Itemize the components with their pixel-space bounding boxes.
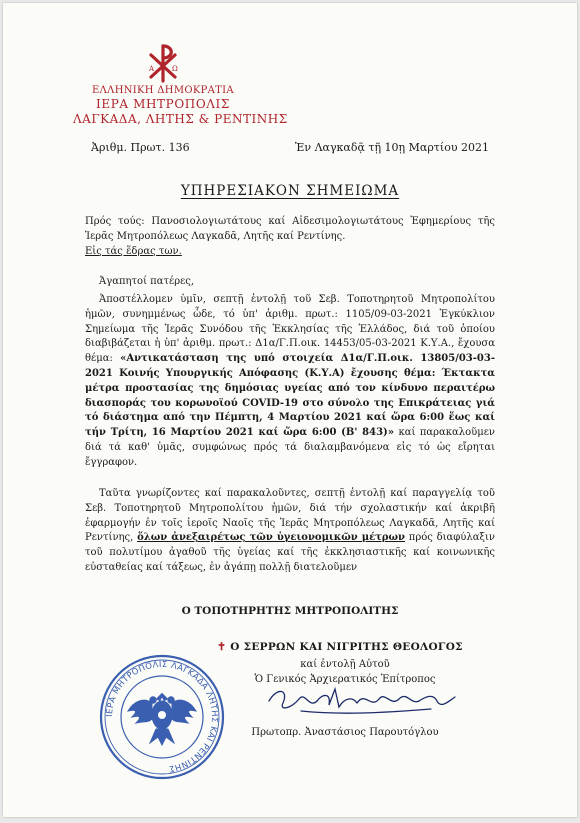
letterhead-line-1: ΕΛΛΗΝΙΚΗ ΔΗΜΟΚΡΑΤΙΑ [92, 85, 234, 96]
letterhead-line-3: ΛΑΓΚΑΔΑ, ΛΗΤΗΣ & ΡΕΝΤΙΝΗΣ [73, 112, 288, 126]
body-paragraph-2-text-end: πρός διαφύλαξιν τοῦ πολυτίμου ἀγαθοῦ τῆς ὑγείας καί τῆς ἐκκλησιαστικῆς καί κοινωνικῆς εὐσταθείας καί τάξεως, ἐν ἀγάπῃ πολλῇ διατελοῦμεν [85, 532, 495, 573]
letterhead [73, 41, 288, 126]
body-paragraph-1-text-end: καί παρακαλοῦμεν διά τά καθ' ὑμᾶς, συμφώνως πρός τά διαλαμβανόμενα εἰς τό ὡς εἴρηται ἔγγραφον. [85, 427, 495, 468]
closing-name-line [133, 641, 547, 653]
document-title [3, 183, 577, 199]
cross-icon: ✝ [217, 641, 227, 653]
closing-role: Ο ΤΟΠΟΤΗΡΗΤΗΣ ΜΗΤΡΟΠΟΛΙΤΗΣ [181, 605, 399, 617]
metropolis-seal-icon [98, 653, 226, 781]
document-page [3, 3, 577, 817]
document-title-text: ΥΠΗΡΕΣΙΑΚΟΝ ΣΗΜΕΙΩΜΑ [180, 183, 400, 199]
closing-name: Ο ΣΕΡΡΩΝ ΚΑΙ ΝΙΓΡΙΤΗΣ ΘΕΟΛΟΓΟΣ [230, 641, 463, 653]
handwritten-signature-icon [261, 679, 461, 721]
recipients-extra: Εἰς τάς ἕδρας των. [85, 245, 182, 257]
body-paragraph-1-subject: «Αντικατάσταση της υπό στοιχεία Δ1α/Γ.Π.οικ. 13805/03-03-2021 Κοινής Υπουργικής Απόφασης (Κ.Υ.Α) ἔχουσης θέμα: Έκτακτα μέτρα προστασίας της δημόσιας υγείας από τον κίνδυνο περαιτέρω διασποράς του κορωνοϊού COVID-19 στο σύνολο της Επικράτειας γιά τό διάστημα από την Πέμπτη, 4 Μαρτίου 2021 καί ὥρα 6:00 ἕως καί τήν Τρίτη, 16 Μαρτίου 2021 καί ὥρα 6:00 (Β' 843)» [85, 353, 495, 439]
body-paragraph-2 [85, 487, 495, 576]
vicar-title: Ὁ Γενικός Ἀρχιερατικός Ἐπίτροπος [254, 674, 436, 685]
chi-rho-icon [146, 41, 180, 83]
seal-ring-text: ΙΕΡΑ ΜΗΤΡΟΠΟΛΙΣ ΛΑΓΚΑΔΑ ΛΗΤΗΣ ΚΑΙ ΡΕΝΤΙΝΗΣ [103, 658, 221, 775]
closing-order: καί ἐντολῇ Αὐτοῦ [300, 659, 390, 670]
salutation: Ἀγαπητοί πατέρες, [99, 276, 195, 287]
body-paragraph-1 [85, 293, 495, 471]
recipients-text: Πρός τούς: Πανοσιολογιωτάτους καί Αἰδεσιμολογιωτάτους Ἐφημερίους τῆς Ἱερᾶς Μητροπόλεως Λαγκαδᾶ, Λητῆς καί Ρεντίνης. [85, 216, 495, 242]
recipients [85, 215, 495, 259]
body-paragraph-1-text: Ἀποστέλλομεν ὑμῖν, σεπτῇ ἐντολῇ τοῦ Σεβ. Τοποτηρητοῦ Μητροπολίτου ἡμῶν, συνημμένως ὧδε, τό ὑπ' ἀριθμ. πρωτ.: 1105/09-03-2021 Ἐγκύκλιον Σημείωμα τῆς Ἱερᾶς Συνόδου τῆς Ἐκκλησίας τῆς Ἑλλάδος, διά τοῦ ὁποίου διαβιβάζεται ἡ ὑπ' ἀριθμ. πρωτ.: Δ1α/Γ.Π.οικ. 14453/05-03-2021 Κ.Υ.Α., ἔχουσα θέμα: [85, 294, 495, 365]
svg-text:Α: Α [149, 65, 155, 73]
protocol-number: Ἀριθμ. Πρωτ. 136 [91, 141, 190, 154]
svg-text:Ω: Ω [172, 65, 178, 73]
place-date: Ἐν Λαγκαδᾷ τῇ 10ῃ Μαρτίου 2021 [295, 141, 489, 154]
letterhead-line-2: ΙΕΡΑ ΜΗΤΡΟΠΟΛΙΣ [96, 97, 230, 111]
body-paragraph-2-text: Ταῦτα γνωρίζοντες καί παρακαλοῦντες, σεπτῇ ἐντολῇ καί παραγγελίᾳ τοῦ Σεβ. Τοποτηρητοῦ Μητροπολίτου ἡμῶν, διά τήν σχολαστικήν καί ἀκριβῆ ἐφαρμογήν ἐν τοῖς ἱεροῖς Ναοῖς τῆς Ἱερᾶς Μητροπόλεως Λαγκαδᾶ, Λητῆς καί Ρεντίνης, [85, 488, 495, 544]
body-paragraph-2-emphasis: ὅλων ἀνεξαιρέτως τῶν ὑγειονομικῶν μέτρων [137, 532, 405, 544]
vicar-name: Πρωτοπρ. Ἀναστάσιος Παρουτόγλου [251, 727, 439, 738]
